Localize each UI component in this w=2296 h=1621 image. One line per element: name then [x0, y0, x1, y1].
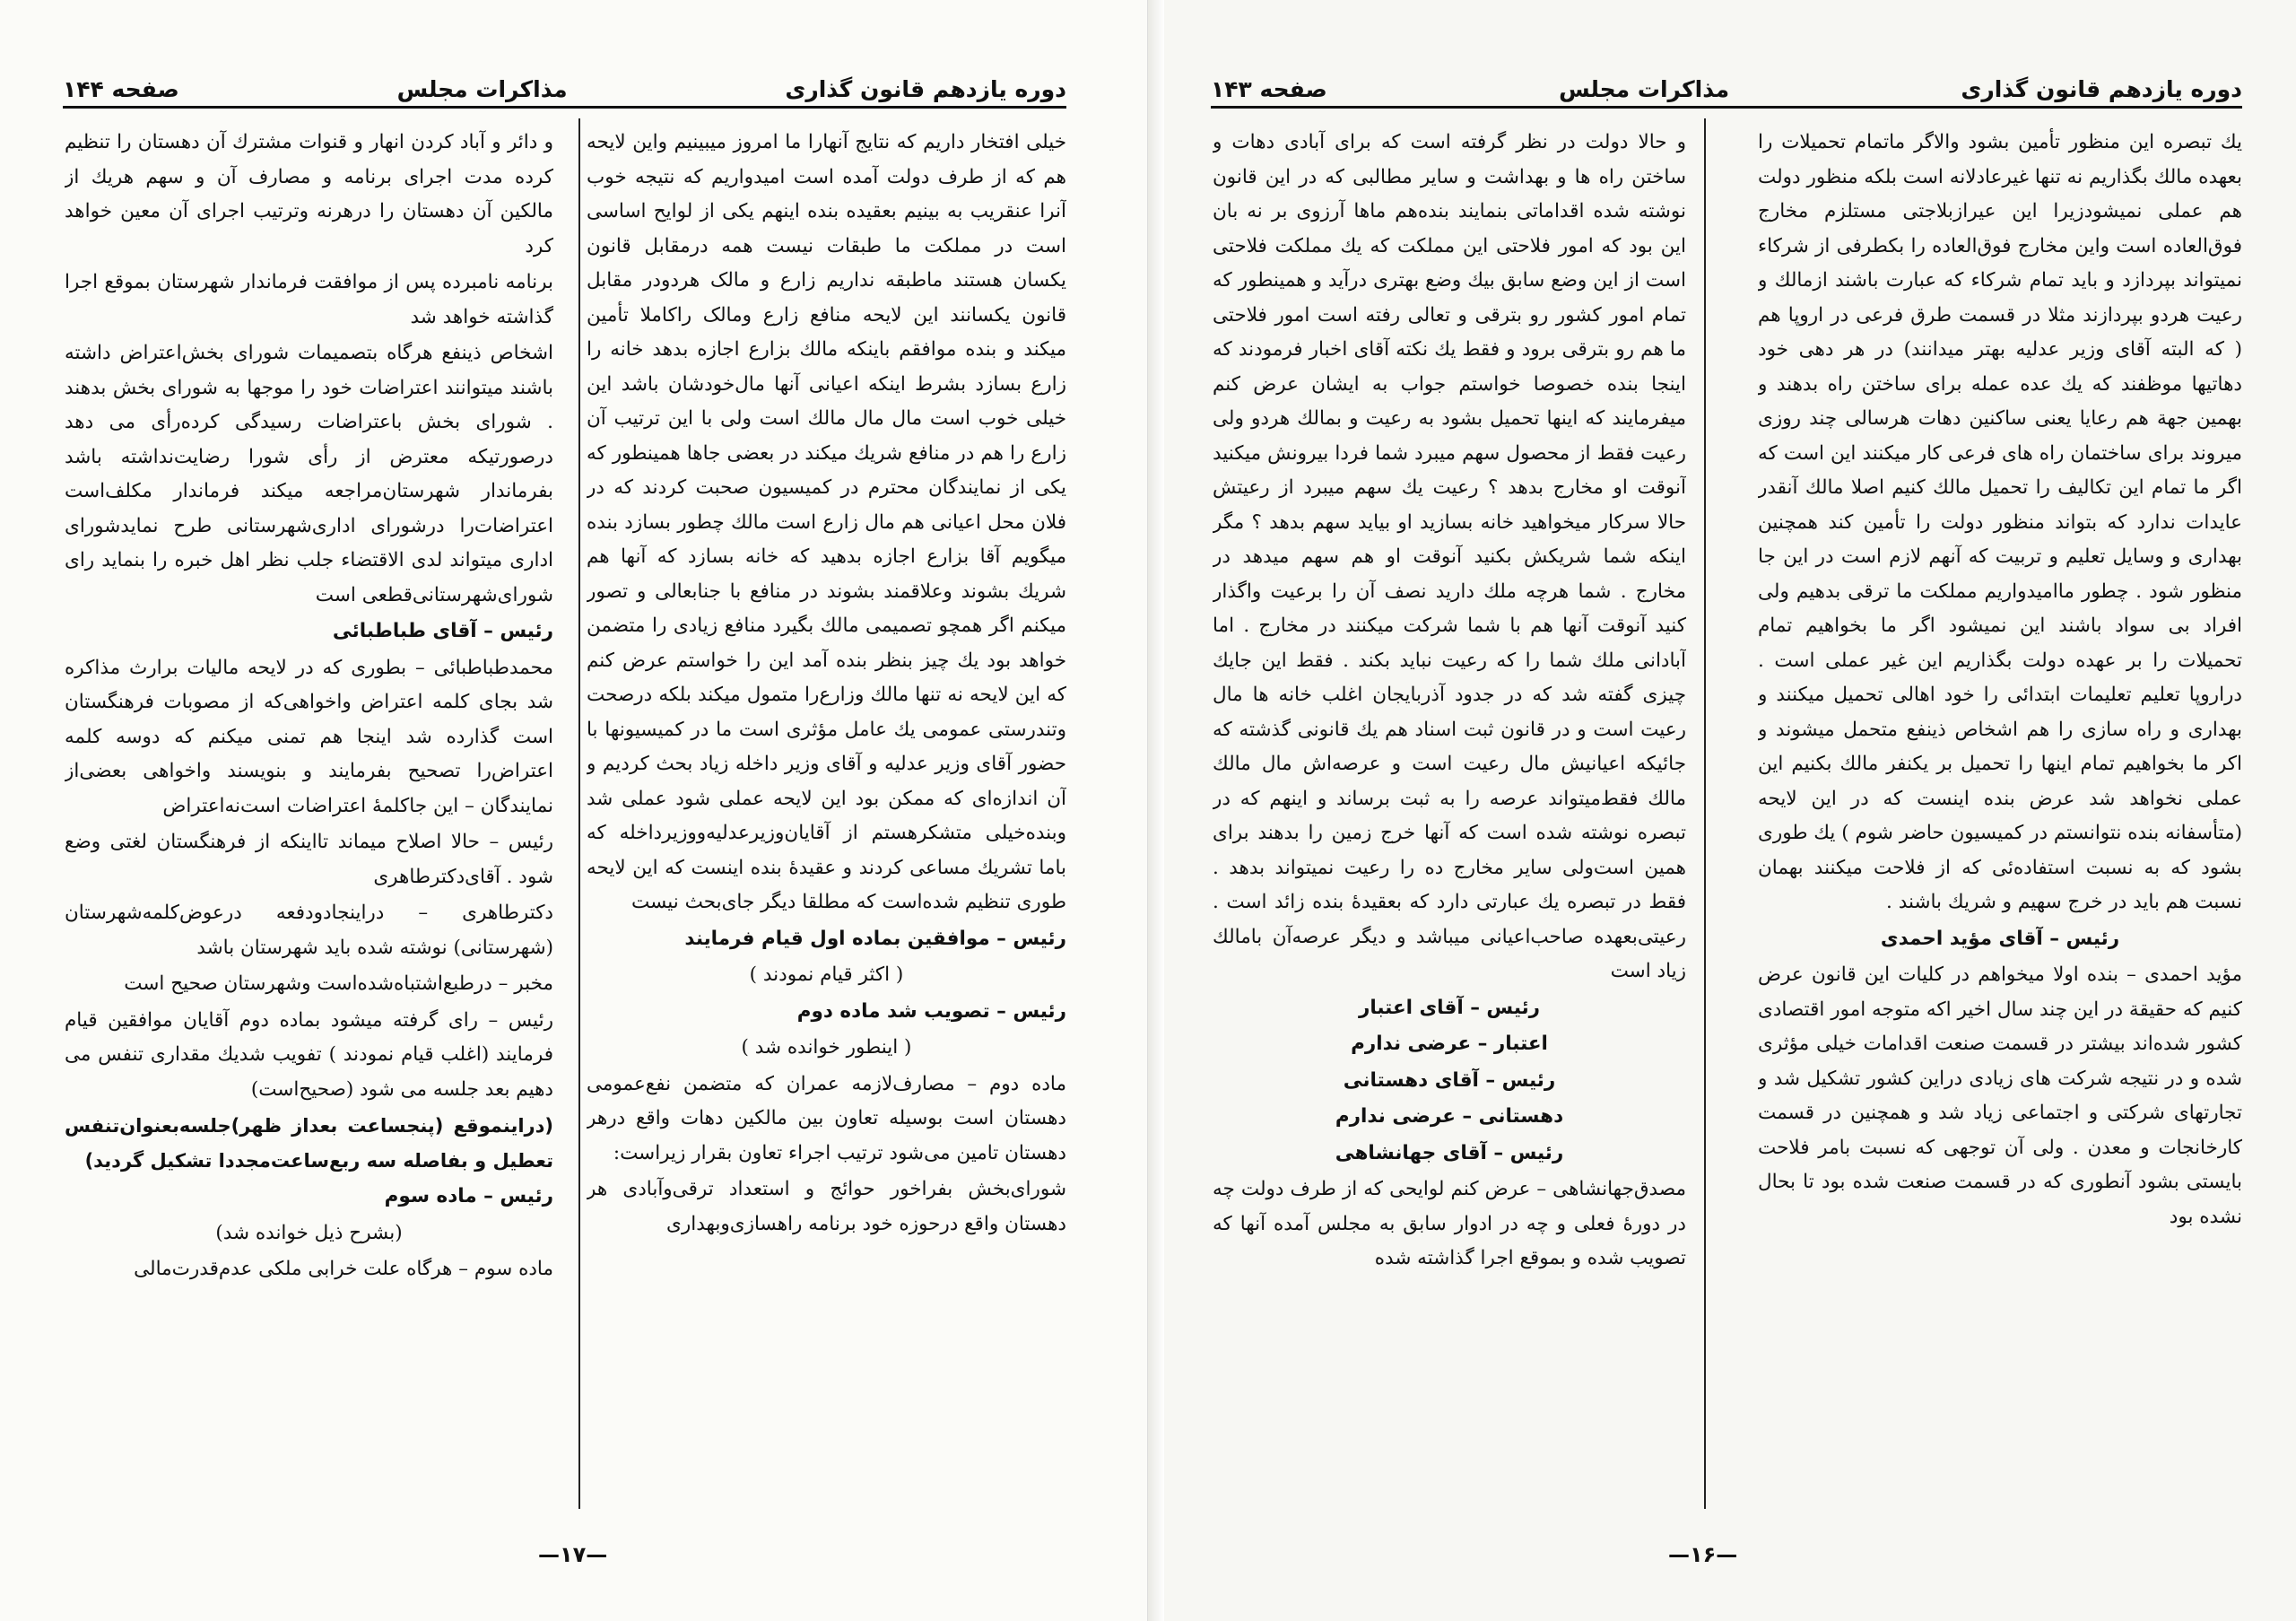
column-divider	[1704, 118, 1706, 1509]
paragraph: مؤید احمدی – بنده اولا میخواهم در کلیات این قانون عرض کنیم که حقیقة در این چند سال اخیر اکه متوجه امور اقتصادی کشور شده‌اند بیشتر در قسمت صنعت اقدامات خیلی مؤثری شده و در نتیجه شرکت های زیادی دراین کشور تشکیل شد و تجارتهای شرکتی و اجتماعی زیاد شد و همچنین در قسمت کارخانجات و معدن . ولی آن توجهی که نسبت بامر فلاحت بایستی بشود آنطوری که در قسمت صنعت شده بود تا بحال نشده بود	[1758, 963, 2242, 1228]
page-number: صفحه ۱۴۳	[1211, 75, 1327, 102]
paragraph: دکترطاهری – دراینجادودفعه درعوض‌کلمه‌شهرستان (شهرستانی) نوشته شده باید شهرستان باشد	[65, 902, 553, 959]
paragraph: اشخاص ذینفع هرگاه بتصمیمات شورای بخش‌اعتراض داشته باشند میتوانند اعتراضات خود را موجها به شورای بخش بدهند . شورای بخش باعتراضات رسیدگی کرده‌رأی می دهد درصورتیکه معترض از رأی شورا رضایت‌نداشته باشد بفرماندار شهرستان‌مراجعه میکند فرماندار مکلف‌است اعتراضات‌را درشورای اداری‌شهرستانی طرح نمایدشورای اداری میتواند لدی الاقتضاء جلب نظر اهل خبره را بنماید رای شورای‌شهرستانی‌قطعی است	[65, 342, 553, 606]
paragraph: ماده دوم – مصارف‌لازمه عمران که متضمن نفع‌عمومی دهستان است بوسیله تعاون بین مالکین دهات واقع درهر دهستان تامین می‌شود ترتیب اجراء تعاون بقرار زیراست:	[587, 1072, 1066, 1164]
text-column-right	[1758, 126, 2242, 1498]
paragraph: برنامه نامبرده پس از موافقت فرماندار شهرستان بموقع اجرا گذاشته خواهد شد	[65, 271, 553, 328]
paragraph: مصدق‌جهانشاهی – عرض کنم لوایحی که از طرف دولت چه در دورهٔ فعلی و چه در ادوار سابق به مجلس آمده آنها که تصویب شده و بموقع اجرا گذاشته شده	[1213, 1178, 1686, 1269]
session-title: دوره یازدهم قانون گذاری	[785, 75, 1066, 102]
page-143	[1148, 0, 2296, 1621]
speaker-line: رئیس – آقای اعتبار	[1358, 996, 1541, 1019]
text-column-left	[65, 126, 553, 1498]
journal-title: مذاکرات مجلس	[1559, 75, 1730, 102]
paragraph: مخبر – درطبع‌اشتباه‌شده‌است وشهرستان صحیح است	[124, 972, 553, 995]
page-footer-number: —۱۷—	[538, 1542, 608, 1567]
speaker-line: رئیس – آقای جهانشاهی	[1335, 1141, 1564, 1164]
paragraph: محمدطباطبائی – بطوری که در لایحه مالیات برارث مذاکره شد بجای کلمه اعتراض واخواهی‌که از مصوبات فرهنگستان است گذارده شد اینجا هم تمنی میکنم که دوسه کلمه اعتراض‌را تصحیح بفرمایند و بنویسند واخواهی بعضی‌از نمایندگان – این جاکلمهٔ اعتراضات است‌نه‌اعتراض	[65, 656, 553, 817]
note: (بشرح ذیل خوانده شد)	[215, 1221, 403, 1244]
speaker-line: دهستانی – عرضی ندارم	[1335, 1105, 1564, 1128]
note: ( اینطور خوانده شد )	[741, 1036, 912, 1059]
binding-gutter	[1148, 0, 1164, 1621]
speaker-line: اعتبار – عرضی ندارم	[1351, 1033, 1548, 1055]
paragraph: خیلی افتخار داریم که نتایج آنهارا ما امروز میبینیم واین لایحه هم که از طرف دولت آمده است امیدواریم که نتیجه خوب آنرا عنقریب به بینیم بعقیده بنده اینهم یکی از لوایح اساسی است در مملکت ما طبقات نیست همه درمقابل قانون یکسان هستند ماطبقه نداریم زارع و مالک هردودر مقابل قانون یکسانند این لایحه منافع زارع ومالک راکاملا تأمین میکند و بنده موافقم باینکه مالك بزارع اجازه بدهد خانه را زارع بسازد بشرط اینکه اعیانی آنها مال‌خودشان باشد این خیلی خوب است مال مال مالك است ولی با این ترتیب آن زارع را هم در منافع شریك میکند در بعضی جاها همینطور که یکی از نمایندگان محترم در کمیسیون صحبت کردند که در فلان محل اعیانی هم مال زارع است مالك چطور بسازد بنده میگویم آقا بزارع اجازه بدهید که خانه بسازد که آنها هم شریك بشوند وعلاقمند بشوند در منافع با جنابعالی و تصور میکنم اگر همچو تصمیمی مالك بگیرد منافع زیادی را متضمن خواهد بود یك چیز بنظر بنده آمد این را خواستم عرض کنم که این لایحه نه تنها مالك وزارع‌را متمول میکند بلکه درصحت وتندرستی عمومی یك عامل مؤثری است ما در کمیسیونها با حضور آقای وزیر عدلیه و آقای وزیر داخله زیاد بحث کردیم و آن اندازه‌ای که ممکن بود این لایحه عملی شود عملی شد وبنده‌خیلی متشکرهستم از آقایان‌وزیرعدلیه‌ووزیرداخله که باما تشریك مساعی کردند و عقیدهٔ بنده اینست که این لایحه طوری تنظیم شده‌است که مطلقا دیگر جای‌بحث نیست	[587, 131, 1066, 913]
page-header	[1211, 70, 2242, 108]
note: ( اکثر قیام نمودند )	[749, 963, 904, 986]
page-header	[63, 70, 1066, 108]
paragraph: شورای‌بخش بفراخور حوائج و استعداد ترقی‌وآبادی هر دهستان واقع درحوزه خود برنامه راهسازی‌وبهداری	[587, 1178, 1066, 1235]
speaker-line: رئیس – موافقین بماده اول قیام فرمایند	[684, 927, 1066, 950]
header-rule	[63, 106, 1066, 109]
text-column-right	[587, 126, 1066, 1498]
page-number: صفحه ۱۴۴	[63, 75, 179, 102]
paragraph: رئیس – رای گرفته میشود بماده دوم آقایان موافقین قیام فرمایند (اغلب قیام نمودند ) تفویب شدیك مقداری تنفس می دهیم بعد جلسه می شود (صحیح‌است)	[65, 1008, 553, 1101]
speaker-line: رئیس – تصویب شد ماده دوم	[796, 999, 1066, 1023]
speaker-line: رئیس – آقای طباطبائی	[332, 620, 553, 642]
paragraph: یك تبصره این منظور تأمین بشود والاگر ماتمام تحمیلات را بعهده مالك بگذاریم نه تنها غیرعادلانه است بلکه منظور دولت هم عملی نمیشودزیرا این عیرازبلاجتی مستلزم مخارج فوق‌العاده است واین مخارج فوق‌العاده را بکطرفی از شرکاء نمیتواند بپردازد و باید تمام شرکاء که عبارت باشند ازمالك و رعیت هردو بپردازند مثلا در قسمت طرق فرعی در اروپا هم ( که البته آقای وزیر عدلیه بهتر میدانند) در هر دهی خود دهاتیها موظفند که یك عده عمله برای ساختن راه بدهند و بهمین جهة هم رعایا یعنی ساکنین دهات هرسالی چند روزی میروند برای ساختمان راه های فرعی کار میکنند این است که اگر ما تمام این تکالیف را تحمیل مالك کنیم اصلا مالك آنقدر عایدات ندارد که بتواند منظور دولت را تأمین کند همچنین بهداری و وسایل تعلیم و تربیت که آنهم لازم است در این جا منظور شود . چطور ماامیدواریم مملکت ما ترقی بدهیم ولی افراد بی سواد باشند این نمیشود اگر ما بخواهیم تمام تحمیلات را بر عهده دولت بگذاریم این غیر عملی است . دراروپا تعلیم تعلیمات ابتدائی را خود اهالی تحمیل میکنند و بهداری و راه سازی را هم اشخاص ذینفع متحمل میشوند و اکر ما بخواهیم تمام اینها را تحمیل بر یکنفر مالك بکنیم این عملی نخواهد شد عرض بنده اینست که در این لایحه (متأسفانه بنده نتوانستم در کمیسیون حاضر شوم ) یك طوری بشود که به نسبت استفاده‌ئی که از فلاحت میکنند بهمان نسبت هم باید در خرج سهیم و شریك باشند .	[1758, 131, 2242, 913]
journal-title: مذاکرات مجلس	[396, 75, 568, 102]
paragraph: ماده سوم – هرگاه علت خرابی ملکی عدم‌قدرت‌مالی	[134, 1258, 553, 1280]
paragraph: و حالا دولت در نظر گرفته است که برای آبادی دهات و ساختن راه ها و بهداشت و سایر مطالبی که در این قانون نوشته شده اقداماتی بنمایند بنده‌هم ماها آرزو‌ی بر نه بان این بود که امور فلاحتی این مملکت که یك مملکت فلاحتی است از این وضع سابق بیك وضع بهتری درآید و همینطور که تمام امور کشور رو بترقی و تعالی رفته است امور فلاحتی ما هم رو بترقی برود و فقط یك نکته آقای اخبار فرمودند که اینجا بنده خصوصا خواستم جواب به ایشان عرض کنم میفرمایند که اینها تحمیل بشود به رعیت و بمالك هردو ولی رعیت فقط از محصول سهم میبرد شما فردا بیرونش میکنید آنوقت او مخارج بدهد ؟ رعیت یك سهم میبرد از رعیتش حالا سرکار میخواهید خانه بسازید او بیاید سهم بدهد ؟ مگر اینکه شما شریکش بکنید آنوقت او هم سهم میدهد در مخارج . شما هرچه ملك دارید نصف آن را برعیت واگذار کنید آنوقت آنها هم با شما شرکت میکنند در مخارج . اما آبادانی ملك شما را که رعیت نباید بکند . فقط این جایك چیزی گفته شد که در جدود آذربایجان اغلب خانه ها مال رعیت است و در قانون ثبت اسناد هم یك قانونی گذشته که جائیکه اعیانیش مال رعیت است و عرصه‌اش مال مالك مالك فقط‌میتواند عرصه را به ثبت برساند و اینهم که در تبصره نوشته شده است که آنها خرج زمین را بدهند برای همین است‌ولی سایر مخارج ده را رعیت نمیتواند بدهد . فقط در تبصره یك عبارتی دارد که بعقیدهٔ بنده زائد است . رعیتی‌بعهده صاحب‌اعیانی میباشد و دیگر عرصه‌آن بامالك زیاد است	[1213, 131, 1686, 982]
paragraph: و دائر و آباد کردن انهار و قنوات مشترك آن دهستان را تنظیم کرده مدت اجرای برنامه و مصارف آن و سهم هریك از مالکین آن دهستان را درهر‌نه وترتیب اجرای آن معین خواهد کرد	[65, 131, 553, 257]
speaker-line: رئیس – ماده سوم	[384, 1185, 553, 1207]
paragraph: رئیس – حالا اصلاح میماند تااینکه از فرهنگستان لغتی وضع شود . آقای‌دکترطاهری	[65, 831, 553, 888]
recess-note: (دراینموقع (پنجساعت بعداز ظهر)جلسه‌بعنوان‌تنفس تعطیل و بفاصله سه ربع‌ساعت‌مجددا تشکیل گردید)	[65, 1115, 553, 1172]
header-rule	[1211, 106, 2242, 109]
speaker-line: رئیس – آقای دهستانی	[1343, 1068, 1556, 1092]
session-title: دوره یازدهم قانون گذاری	[1961, 75, 2242, 102]
speaker-line: رئیس – آقای مؤید احمدی	[1880, 927, 2120, 950]
page-footer-number: —۱۶—	[1668, 1542, 1738, 1567]
column-divider	[578, 118, 580, 1509]
text-column-left	[1213, 126, 1686, 1498]
